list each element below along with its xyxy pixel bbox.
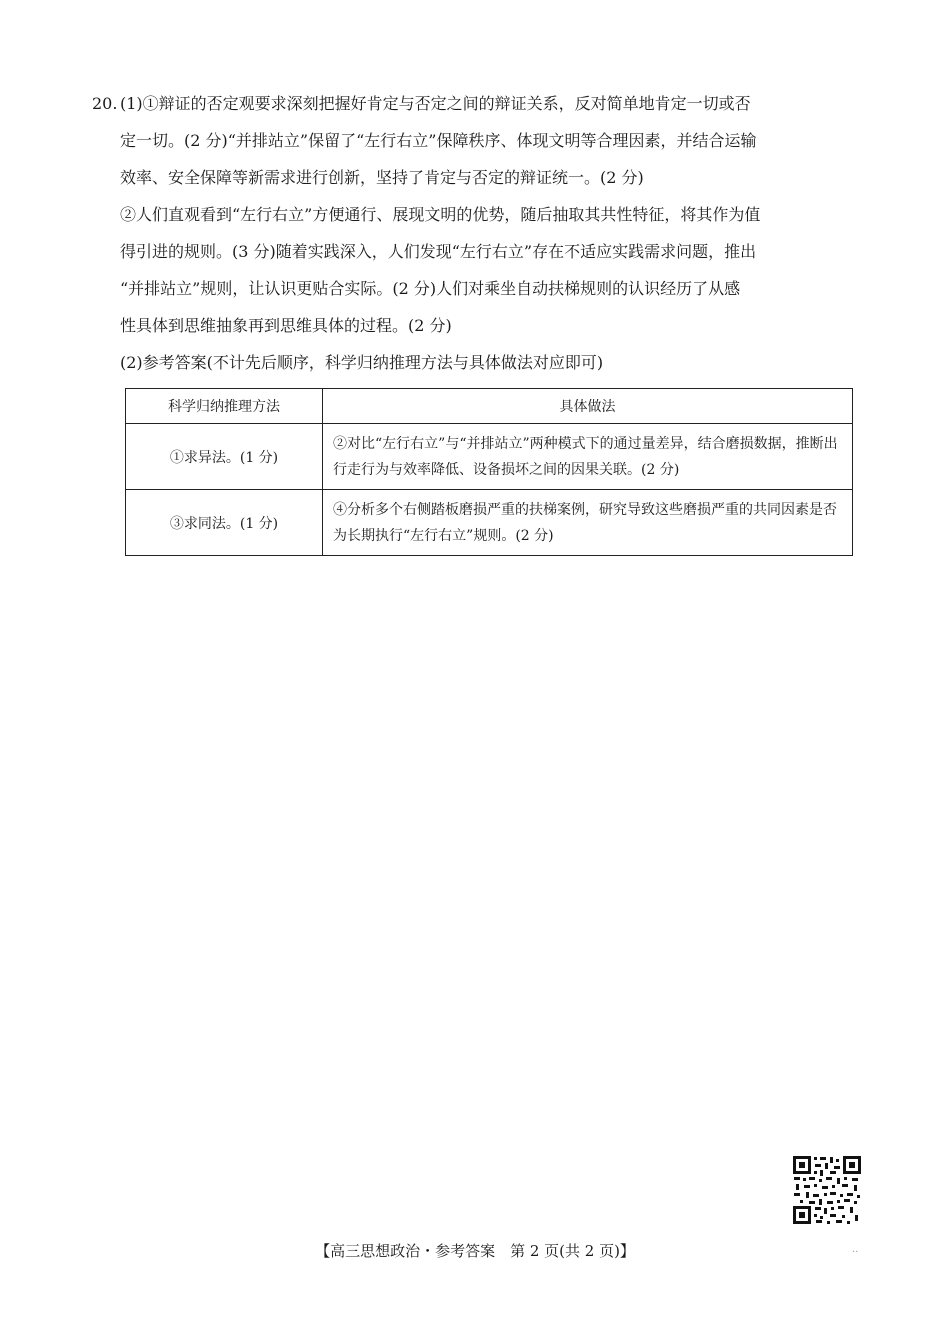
answer-line: (2)参考答案(不计先后顺序，科学归纳推理方法与具体做法对应即可): [120, 353, 604, 372]
answer-line: 效率、安全保障等新需求进行创新，坚持了肯定与否定的辩证统一。(2 分): [120, 168, 644, 187]
answer-table: [125, 388, 853, 556]
decorative-dots: ..: [852, 1244, 859, 1255]
method-cell: ①求异法。(1 分): [126, 424, 323, 490]
page-footer: 【高三思想政治・参考答案 第 2 页(共 2 页)】: [315, 1242, 635, 1260]
qr-code-icon: [792, 1155, 862, 1225]
answer-line: 定一切。(2 分)“并排站立”保留了“左行右立”保障秩序、体现文明等合理因素，并结合运输: [120, 131, 757, 150]
answer-line: “并排站立”规则，让认识更贴合实际。(2 分)人们对乘坐自动扶梯规则的认识经历了从感: [120, 279, 741, 298]
header-detail: 具体做法: [323, 389, 853, 424]
answer-line: ②人们直观看到“左行右立”方便通行、展现文明的优势，随后抽取其共性特征，将其作为值: [120, 205, 761, 224]
table-header-row: [126, 389, 853, 424]
table-row: [126, 424, 853, 490]
answer-line: 得引进的规则。(3 分)随着实践深入，人们发现“左行右立”存在不适应实践需求问题，推出: [120, 242, 757, 261]
table-row: [126, 490, 853, 556]
answer-line: 性具体到思维抽象再到思维具体的过程。(2 分): [120, 316, 452, 335]
question-number: 20.: [92, 94, 118, 113]
answer-text-block: [120, 92, 865, 388]
answer-line: (1)①辩证的否定观要求深刻把握好肯定与否定之间的辩证关系，反对简单地肯定一切或否: [120, 94, 751, 113]
method-cell: ③求同法。(1 分): [126, 490, 323, 556]
detail-cell: ②对比“左行右立”与“并排站立”两种模式下的通过量差异，结合磨损数据，推断出行走行为与效率降低、设备损坏之间的因果关联。(2 分): [323, 424, 853, 490]
header-method: 科学归纳推理方法: [126, 389, 323, 424]
answer-table-wrap: [125, 388, 853, 556]
detail-cell: ④分析多个右侧踏板磨损严重的扶梯案例，研究导致这些磨损严重的共同因素是否为长期执行“左行右立”规则。(2 分): [323, 490, 853, 556]
